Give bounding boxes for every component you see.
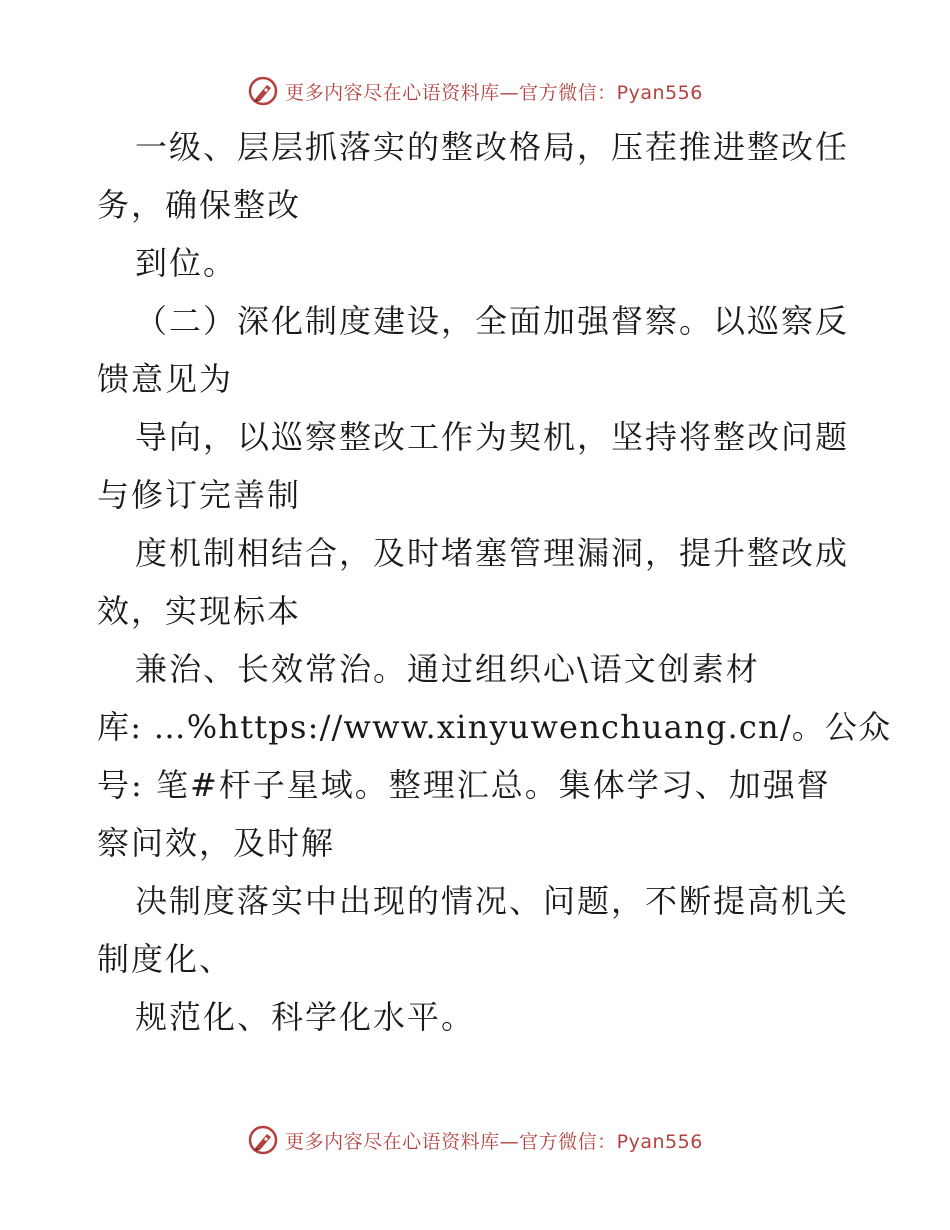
body-line: （二）深化制度建设，全面加强督察。以巡察反 <box>135 302 850 340</box>
body-line: 决制度落实中出现的情况、问题，不断提高机关 <box>135 882 850 920</box>
body-line: 一级、层层抓落实的整改格局，压茬推进整改任 <box>135 128 850 166</box>
pen-nib-logo-icon <box>247 75 279 107</box>
body-line: 库: …%https://www.xinyuwenchuang.cn/。公众 <box>97 708 892 746</box>
body-line: 制度化、 <box>97 940 234 978</box>
header-watermark <box>0 74 950 108</box>
body-line: 到位。 <box>135 244 238 282</box>
body-line: 馈意见为 <box>97 360 234 398</box>
body-line: 察问效，及时解 <box>97 824 336 862</box>
body-line: 规范化、科学化水平。 <box>135 998 476 1036</box>
body-line: 导向，以巡察整改工作为契机，坚持将整改问题 <box>135 418 850 456</box>
watermark-text: 更多内容尽在心语资料库—官方微信：Pyan556 <box>285 81 703 104</box>
body-line: 兼治、长效常治。通过组织心\语文创素材 <box>135 650 760 688</box>
pen-nib-logo-icon <box>247 1124 279 1156</box>
footer-watermark <box>0 1123 950 1157</box>
document-body <box>97 118 892 1046</box>
body-line: 与修订完善制 <box>97 476 302 514</box>
body-line: 度机制相结合，及时堵塞管理漏洞，提升整改成 <box>135 534 850 572</box>
body-line: 务，确保整改 <box>97 186 302 224</box>
watermark-text: 更多内容尽在心语资料库—官方微信：Pyan556 <box>285 1130 703 1153</box>
body-line: 号: 笔#杆子星域。整理汇总。集体学习、加强督 <box>97 766 831 804</box>
body-line: 效，实现标本 <box>97 592 302 630</box>
